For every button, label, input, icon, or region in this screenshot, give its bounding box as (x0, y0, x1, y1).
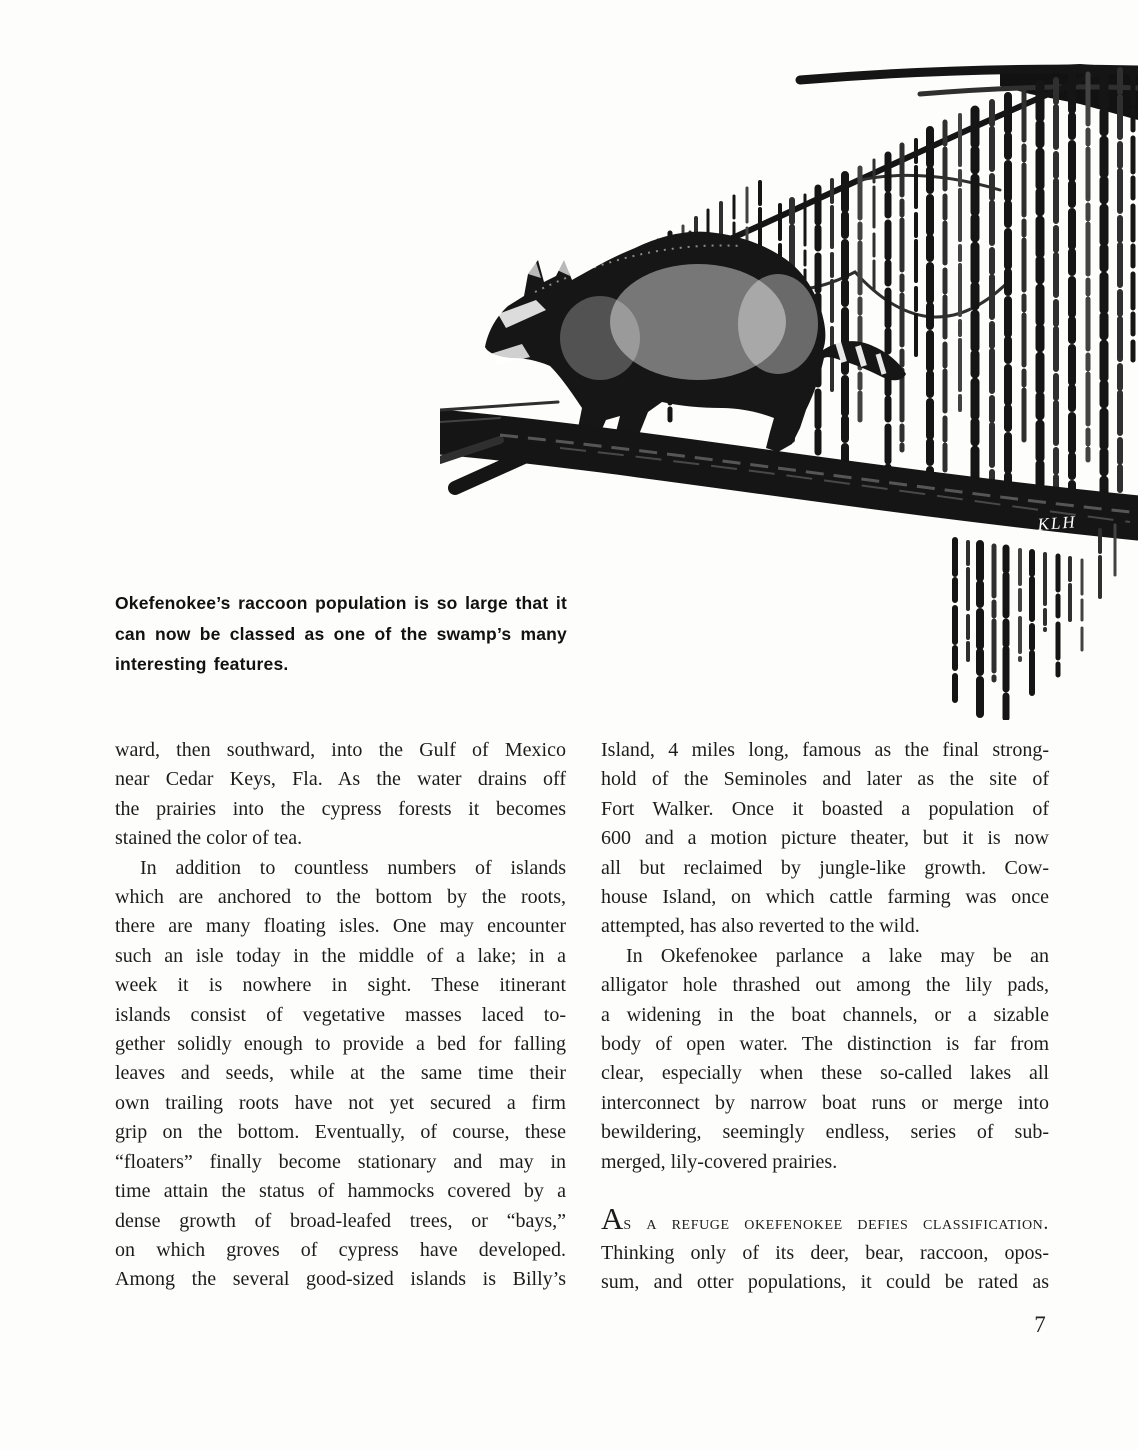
text-line: dense growth of broad-leafed trees, or “bays,” (115, 1209, 566, 1232)
text-line: such an isle today in the middle of a lake; in a (115, 944, 566, 967)
text-line: Thinking only of its deer, bear, raccoon, opos- (601, 1241, 1049, 1264)
text-line: week it is nowhere in sight. These itinerant (115, 974, 566, 997)
text-line: gether solidly enough to provide a bed for falling (115, 1033, 566, 1056)
text-line: a widening in the boat channels, or a sizable (601, 1003, 1049, 1026)
text-line: house Island, on which cattle farming was once (601, 886, 1049, 909)
text-line: Among the several good-sized islands is Billy’s (115, 1268, 566, 1291)
text-line: the prairies into the cypress forests it becomes (115, 797, 566, 820)
right-column-paragraphs (601, 736, 1049, 1177)
left-text-column (115, 736, 566, 1295)
right-text-column (601, 736, 1049, 1297)
text-line: In addition to countless numbers of islands (140, 856, 566, 879)
text-line: attempted, has also reverted to the wild. (601, 915, 920, 938)
text-line: all but reclaimed by jungle-like growth. Cow- (601, 856, 1049, 879)
section-lead-line (601, 1201, 1049, 1238)
text-line: “floaters” finally become stationary and may in (115, 1150, 566, 1173)
text-line: body of open water. The distinction is far from (601, 1033, 1049, 1056)
text-line: can now be classed as one of the swamp’s many (115, 623, 567, 644)
lead-capital: A (601, 1201, 624, 1237)
illustration-caption (115, 588, 567, 680)
text-line: stained the color of tea. (115, 827, 303, 850)
text-line: grip on the bottom. Eventually, of course, these (115, 1121, 566, 1144)
text-line: there are many floating isles. One may encounter (115, 915, 566, 938)
text-line: time attain the status of hammocks covered by a (115, 1180, 566, 1203)
text-line: In Okefenokee parlance a lake may be an (626, 944, 1049, 967)
text-line: alligator hole thrashed out among the lily pads, (601, 974, 1049, 997)
artist-signature: KLH (1036, 512, 1078, 534)
text-line: clear, especially when these so-called lakes all (601, 1062, 1049, 1085)
text-line: Island, 4 miles long, famous as the final strong- (601, 739, 1049, 761)
text-line: Fort Walker. Once it boasted a population of (601, 797, 1049, 820)
text-line: near Cedar Keys, Fla. As the water drains off (115, 768, 566, 791)
moss-below-log (955, 525, 1115, 718)
text-line: on which groves of cypress have developed. (115, 1238, 566, 1261)
text-line: sum, and otter populations, it could be rated as (601, 1270, 1049, 1293)
text-line: interesting features. (115, 654, 289, 674)
text-line: ward, then southward, into the Gulf of Mexico (115, 739, 566, 761)
text-line: hold of the Seminoles and later as the site of (601, 768, 1049, 791)
section-continuation (601, 1239, 1049, 1298)
text-line: own trailing roots have not yet secured a firm (115, 1091, 566, 1114)
small-caps-text: s a refuge okefenokee defies classification. (623, 1212, 1049, 1235)
page-number: 7 (1034, 1312, 1046, 1337)
text-line: 600 and a motion picture theater, but it is now (601, 827, 1049, 850)
section-gap (601, 1177, 1049, 1204)
text-line: merged, lily-covered prairies. (601, 1150, 838, 1173)
text-line: which are anchored to the bottom by the roots, (115, 886, 566, 909)
text-line: islands consist of vegetative masses laced to- (115, 1003, 566, 1026)
text-line: leaves and seeds, while at the same time their (115, 1062, 566, 1085)
text-line: interconnect by narrow boat runs or merge into (601, 1091, 1049, 1114)
text-line: Okefenokee’s raccoon population is so large that it (115, 593, 567, 613)
text-line: bewildering, seemingly endless, series of sub- (601, 1121, 1049, 1144)
